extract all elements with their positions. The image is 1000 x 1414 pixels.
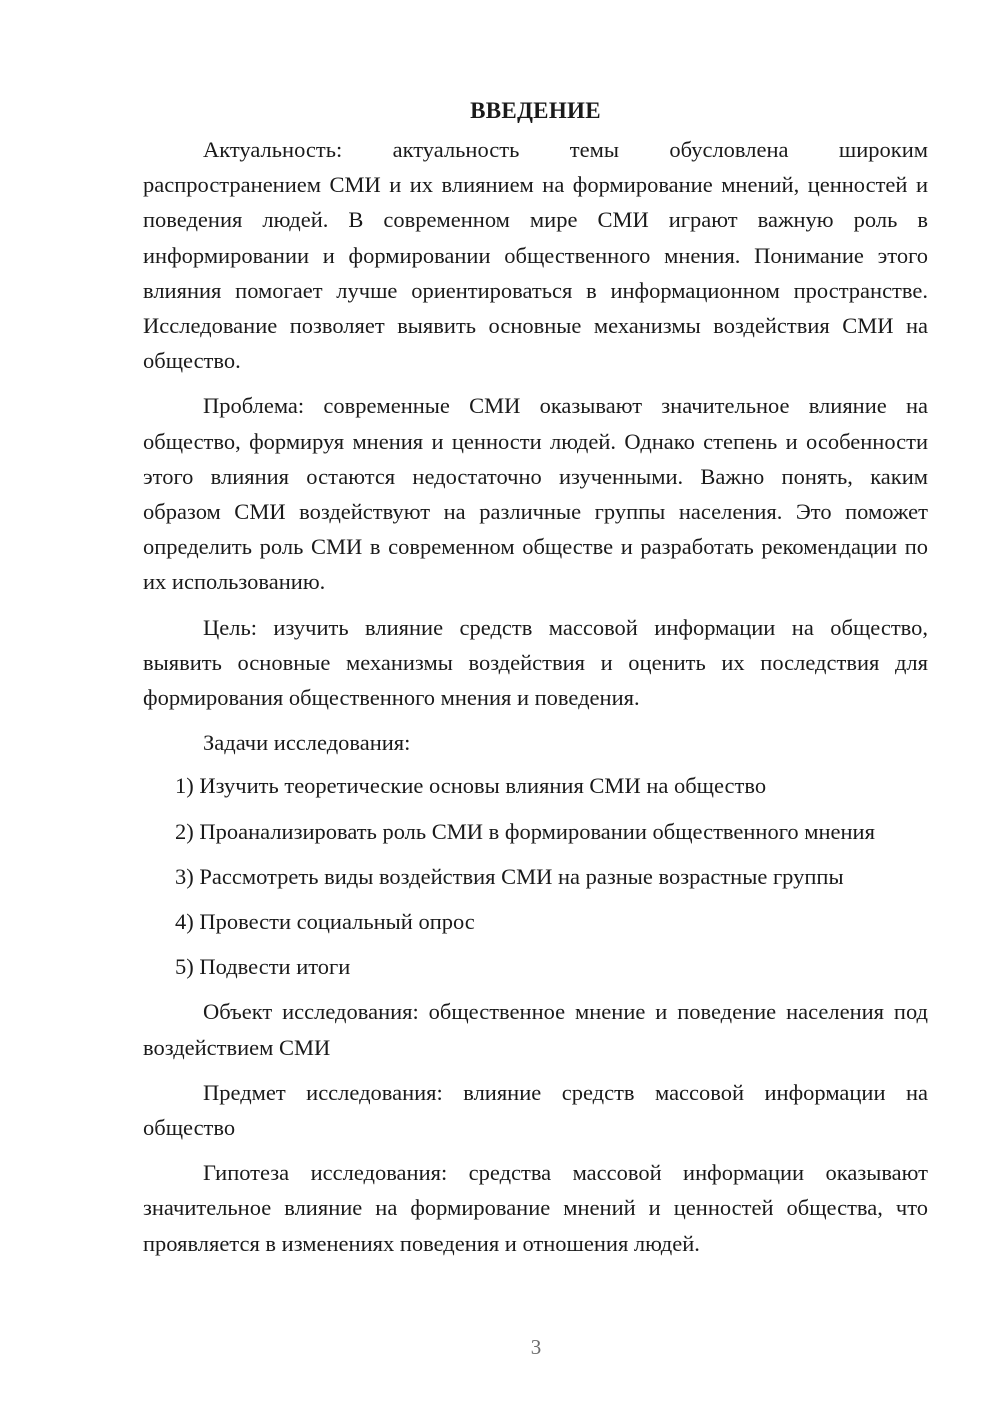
paragraph-relevance: Актуальность: актуальность темы обусловлена широким распространением СМИ и их влиянием на формирование мнений, ценностей и поведения людей. В современном мире СМИ играют важную роль в информировании и формировании общественного мнения. Понимание этого влияния помогает лучше ориентироваться в информационном пространстве. Исследование позволяет выявить основные механизмы воздействия СМИ на общество.: [143, 137, 928, 374]
list-item: 5) Подвести итоги: [175, 954, 351, 980]
paragraph-subject: Предмет исследования: влияние средств массовой информации на общество: [143, 1079, 928, 1141]
page-title: ВВЕДЕНИЕ: [470, 98, 601, 123]
list-item: 4) Провести социальный опрос: [175, 909, 475, 935]
list-item: 3) Рассмотреть виды воздействия СМИ на разные возрастные группы: [175, 863, 844, 889]
page-number: 3: [530, 1335, 542, 1359]
paragraph-goal: Цель: изучить влияние средств массовой информации на общество, выявить основные механизмы воздействия и оценить их последствия для формирования общественного мнения и поведения.: [143, 614, 928, 711]
tasks-list: [143, 768, 928, 984]
paragraph-object: Объект исследования: общественное мнение и поведение населения под воздействием СМИ: [143, 999, 928, 1060]
paragraph-problem: Проблема: современные СМИ оказывают значительное влияние на общество, формируя мнения и ценности людей. Однако степень и особенности этого влияния остаются недостаточно изученными. Важно понять, каким образом СМИ воздействуют на различные группы населения. Это поможет определить роль СМИ в современном обществе и разработать рекомендации по их использованию.: [143, 393, 928, 595]
tasks-heading: Задачи исследования:: [203, 730, 411, 756]
paragraph-hypothesis: Гипотеза исследования: средства массовой информации оказывают значительное влияние на формирование мнений и ценностей общества, что проявляется в изменениях поведения и отношения людей.: [143, 1160, 928, 1256]
list-item: 2) Проанализировать роль СМИ в формировании общественного мнения: [175, 818, 875, 844]
page-content: [143, 94, 928, 1271]
list-item: 1) Изучить теоретические основы влияния СМИ на общество: [175, 773, 767, 799]
